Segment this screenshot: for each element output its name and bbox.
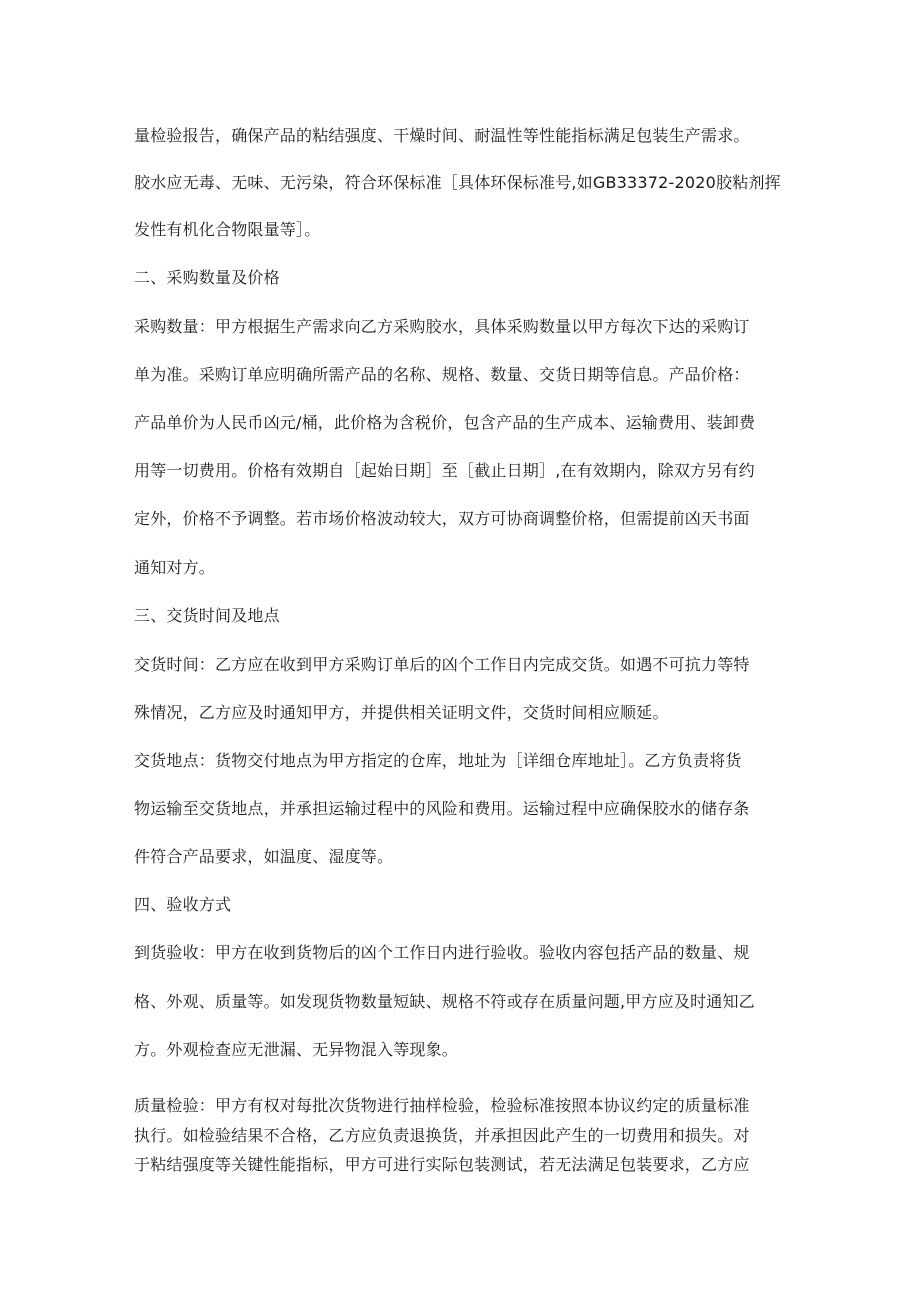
text-line: 单为准。采购订单应明确所需产品的名称、规格、数量、交货日期等信息。产品价格： bbox=[134, 365, 750, 384]
text-line: 到货验收：甲方在收到货物后的凶个工作日内进行验收。验收内容包括产品的数量、规 bbox=[134, 943, 750, 962]
text-line: 通知对方。 bbox=[134, 558, 216, 577]
text-line: 产品单价为人民币凶元/桶，此价格为含税价，包含产品的生产成本、运输费用、装卸费 bbox=[134, 413, 756, 432]
text-line: 殊情况，乙方应及时通知甲方，并提供相关证明文件，交货时间相应顺延。 bbox=[134, 703, 669, 722]
section-heading: 四、验收方式 bbox=[134, 895, 232, 914]
text-line: 发性有机化合物限量等］。 bbox=[134, 220, 321, 239]
text-line: 物运输至交货地点，并承担运输过程中的风险和费用。运输过程中应确保胶水的储存条 bbox=[134, 799, 750, 818]
text-line: 执行。如检验结果不合格，乙方应负责退换货，并承担因此产生的一切费用和损失。对 bbox=[134, 1126, 750, 1145]
text-line: 用等一切费用。价格有效期自［起始日期］至［截止日期］,在有效期内，除双方另有约 bbox=[134, 461, 755, 480]
text-line: 采购数量：甲方根据生产需求向乙方采购胶水，具体采购数量以甲方每次下达的采购订 bbox=[134, 317, 750, 336]
text-line: 件符合产品要求，如温度、湿度等。 bbox=[134, 847, 394, 866]
text-line: 质量检验：甲方有权对每批次货物进行抽样检验，检验标准按照本协议约定的质量标准 bbox=[134, 1096, 750, 1115]
section-heading: 二、采购数量及价格 bbox=[134, 268, 280, 287]
text-line: 交货时间：乙方应在收到甲方采购订单后的凶个工作日内完成交货。如遇不可抗力等特 bbox=[134, 655, 750, 674]
text-line: 定外，价格不予调整。若市场价格波动较大，双方可协商调整价格，但需提前凶天书面 bbox=[134, 509, 750, 528]
text-line: 方。外观检查应无泄漏、无异物混入等现象。 bbox=[134, 1040, 459, 1059]
text-line: 胶水应无毒、无味、无污染，符合环保标准［具体环保标准号,如GB33372-2020胶粘剂挥 bbox=[134, 173, 781, 192]
text-line: 量检验报告，确保产品的粘结强度、干燥时间、耐温性等性能指标满足包装生产需求。 bbox=[134, 126, 750, 145]
section-heading: 三、交货时间及地点 bbox=[134, 606, 280, 625]
text-line: 交货地点：货物交付地点为甲方指定的仓库，地址为［详细仓库地址］。乙方负责将货 bbox=[134, 751, 742, 770]
text-line: 格、外观、质量等。如发现货物数量短缺、规格不符或存在质量问题,甲方应及时通知乙 bbox=[134, 992, 755, 1011]
text-line: 于粘结强度等关键性能指标，甲方可进行实际包装测试，若无法满足包装要求，乙方应 bbox=[134, 1155, 750, 1174]
